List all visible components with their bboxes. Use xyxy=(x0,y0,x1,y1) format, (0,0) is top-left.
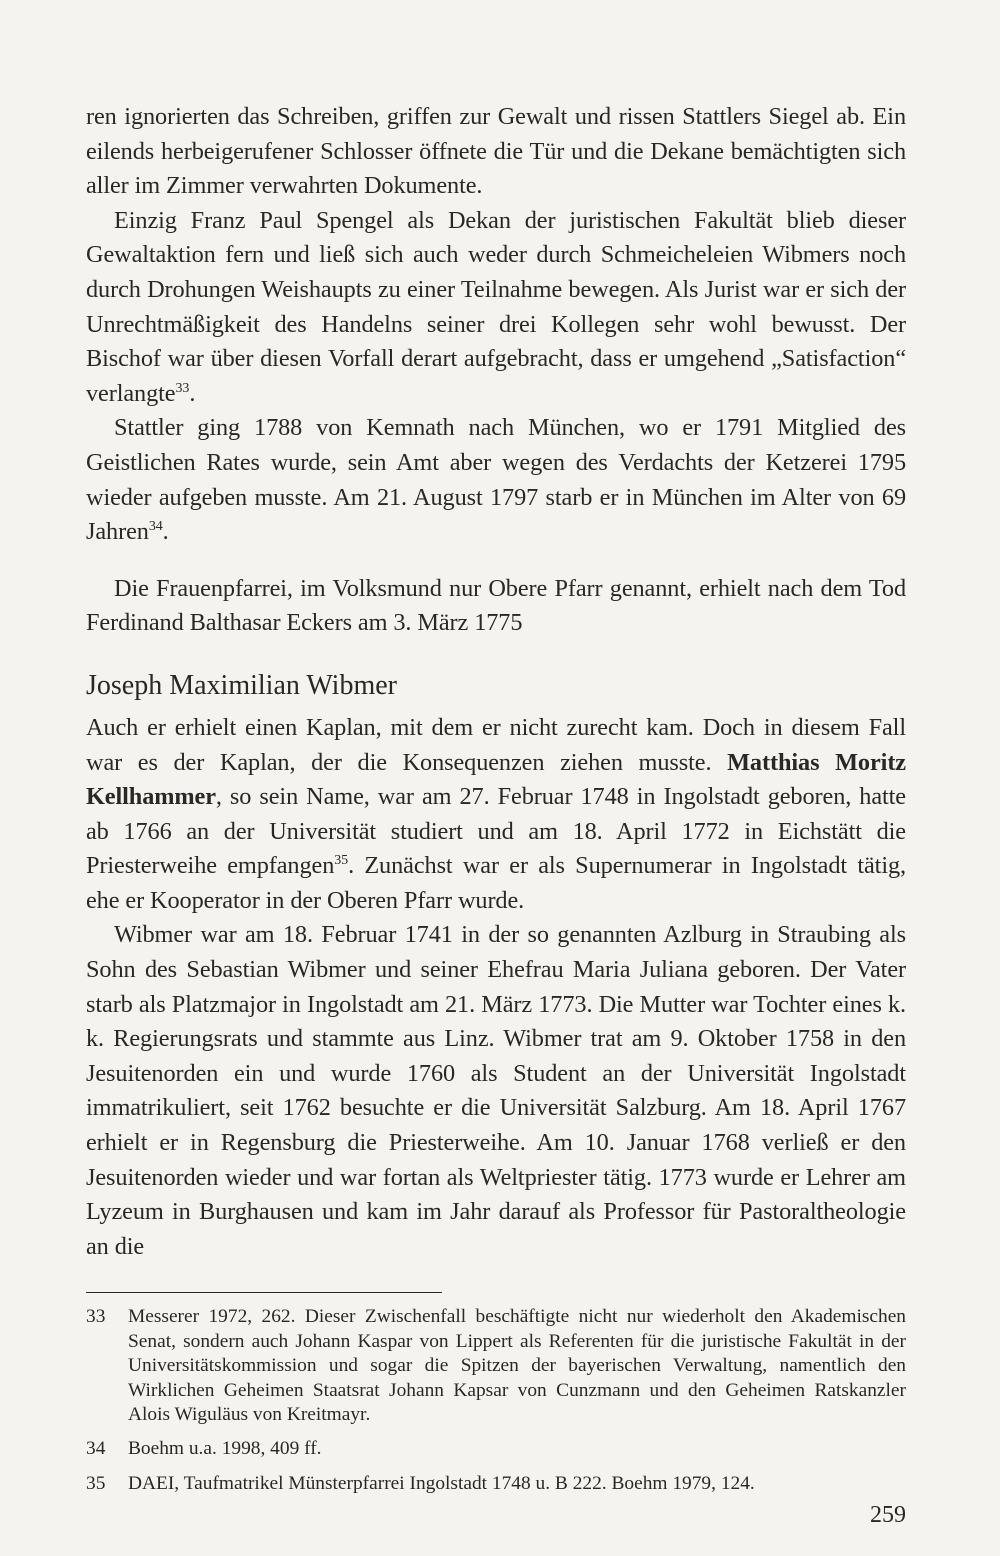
footnote-34 xyxy=(86,1437,906,1461)
footnote-35 xyxy=(86,1472,906,1496)
paragraph-5-text-a: Auch er erhielt einen Kaplan, mit dem er nicht zurecht kam. Doch in diesem Fall war es der Kaplan, der die Konsequenzen ziehen musste. xyxy=(86,713,906,776)
section-heading: Joseph Maximilian Wibmer xyxy=(86,669,397,701)
paragraph-3 xyxy=(86,411,906,549)
paragraph-2-end: . xyxy=(189,379,196,407)
paragraph-5-text-c: . Zunächst war er als Supernumerar in Ingolstadt tätig, ehe er Kooperator in der Oberen Pfarr wurde. xyxy=(86,852,906,914)
footnote-number: 34 xyxy=(86,1438,106,1460)
page-number: 259 xyxy=(870,1502,906,1528)
paragraph-6: Wibmer war am 18. Februar 1741 in der so genannten Azlburg in Straubing als Sohn des Sebastian Wibmer und seiner Ehefrau Maria Juliana geboren. Der Vater starb als Platzmajor in Ingolstadt am 21. März 1773. Die Mutter war Tochter eines k. k. Regierungsrats und stammte aus Linz. Wibmer trat am 9. Oktober 1758 in den Jesuitenorden ein und wurde 1760 als Student an der Universität Ingolstadt immatrikuliert, seit 1762 besuchte er die Universität Salzburg. Am 18. April 1767 erhielt er in Regensburg die Priesterweihe. Am 10. Januar 1768 verließ er den Jesuitenorden wieder und war fortan als Weltpriester tätig. 1773 wurde er Lehrer am Lyzeum in Burghausen und kam im Jahr darauf als Professor für Pastoraltheologie an die xyxy=(86,921,906,1260)
footnote-number: 35 xyxy=(86,1472,106,1494)
paragraph-2 xyxy=(86,204,906,412)
paragraph-3-end: . xyxy=(162,518,169,546)
footnote-ref-34[interactable]: 34 xyxy=(148,519,163,535)
footnotes xyxy=(86,1305,906,1496)
paragraph-4: Die Frauenpfarrei, im Volksmund nur Obere Pfarr genannt, erhielt nach dem Tod Ferdinand Balthasar Eckers am 3. März 1775 xyxy=(86,574,906,637)
footnote-text: Messerer 1972, 262. Dieser Zwischenfall beschäftigte nicht nur wiederholt den Akademischen Senat, sondern auch Johann Kaspar von Lippert als Referenten für die juristische Fakultät in der Universitätskommission und sogar die Spitzen der bayerischen Verwaltung, namentlich den Wirklichen Geheimen Staatsrat Johann Kapsar von Cunzmann und den Geheimen Ratskanzler Alois Wiguläus von Kreitmayr. xyxy=(128,1306,906,1426)
footnote-text: DAEI, Taufmatrikel Münsterpfarrei Ingolstadt 1748 u. B 222. Boehm 1979, 124. xyxy=(128,1472,755,1494)
paragraph-2-text: Einzig Franz Paul Spengel als Dekan der juristischen Fakultät blieb dieser Gewaltaktion fern und ließ sich auch weder durch Schmeicheleien Wibmers noch durch Drohungen Weishaupts zu einer Teilnahme bewegen. Als Jurist war er sich der Unrechtmäßigkeit des Handelns seiner drei Kollegen sehr wohl bewusst. Der Bischof war über diesen Vorfall derart aufgebracht, dass er umgehend „Satisfaction“ verlangte xyxy=(86,206,906,407)
footnote-text: Boehm u.a. 1998, 409 ff. xyxy=(128,1438,322,1460)
footnote-number: 33 xyxy=(86,1306,106,1328)
footnote-divider xyxy=(86,1292,442,1293)
footnote-ref-33[interactable]: 33 xyxy=(175,380,190,396)
paragraph-5-text-b: , so sein Name, war am 27. Februar 1748 in Ingolstadt geboren, hatte ab 1766 an der Universität studiert und am 18. April 1772 in Eichstätt die Priesterweihe empfangen xyxy=(86,783,906,880)
person-name-bold: Matthias Moritz Kellhammer xyxy=(86,748,906,811)
page-content xyxy=(86,100,906,1506)
paragraph-3-text: Stattler ging 1788 von Kemnath nach München, wo er 1791 Mitglied des Geistlichen Rates wurde, sein Amt aber wegen des Verdachts der Ketzerei 1795 wieder aufgeben musste. Am 21. August 1797 starb er in München im Alter von 69 Jahren xyxy=(86,414,906,546)
footnote-ref-35[interactable]: 35 xyxy=(334,853,349,869)
body-text xyxy=(86,100,906,1264)
paragraph-5 xyxy=(86,711,906,919)
paragraph-1: ren ignorierten das Schreiben, griffen zur Gewalt und rissen Stattlers Siegel ab. Ein eilends herbeigerufener Schlosser öffnete die Tür und die Dekane bemächtigten sich aller im Zimmer verwahrten Dokumente. xyxy=(86,103,906,200)
footnote-33 xyxy=(86,1305,906,1427)
